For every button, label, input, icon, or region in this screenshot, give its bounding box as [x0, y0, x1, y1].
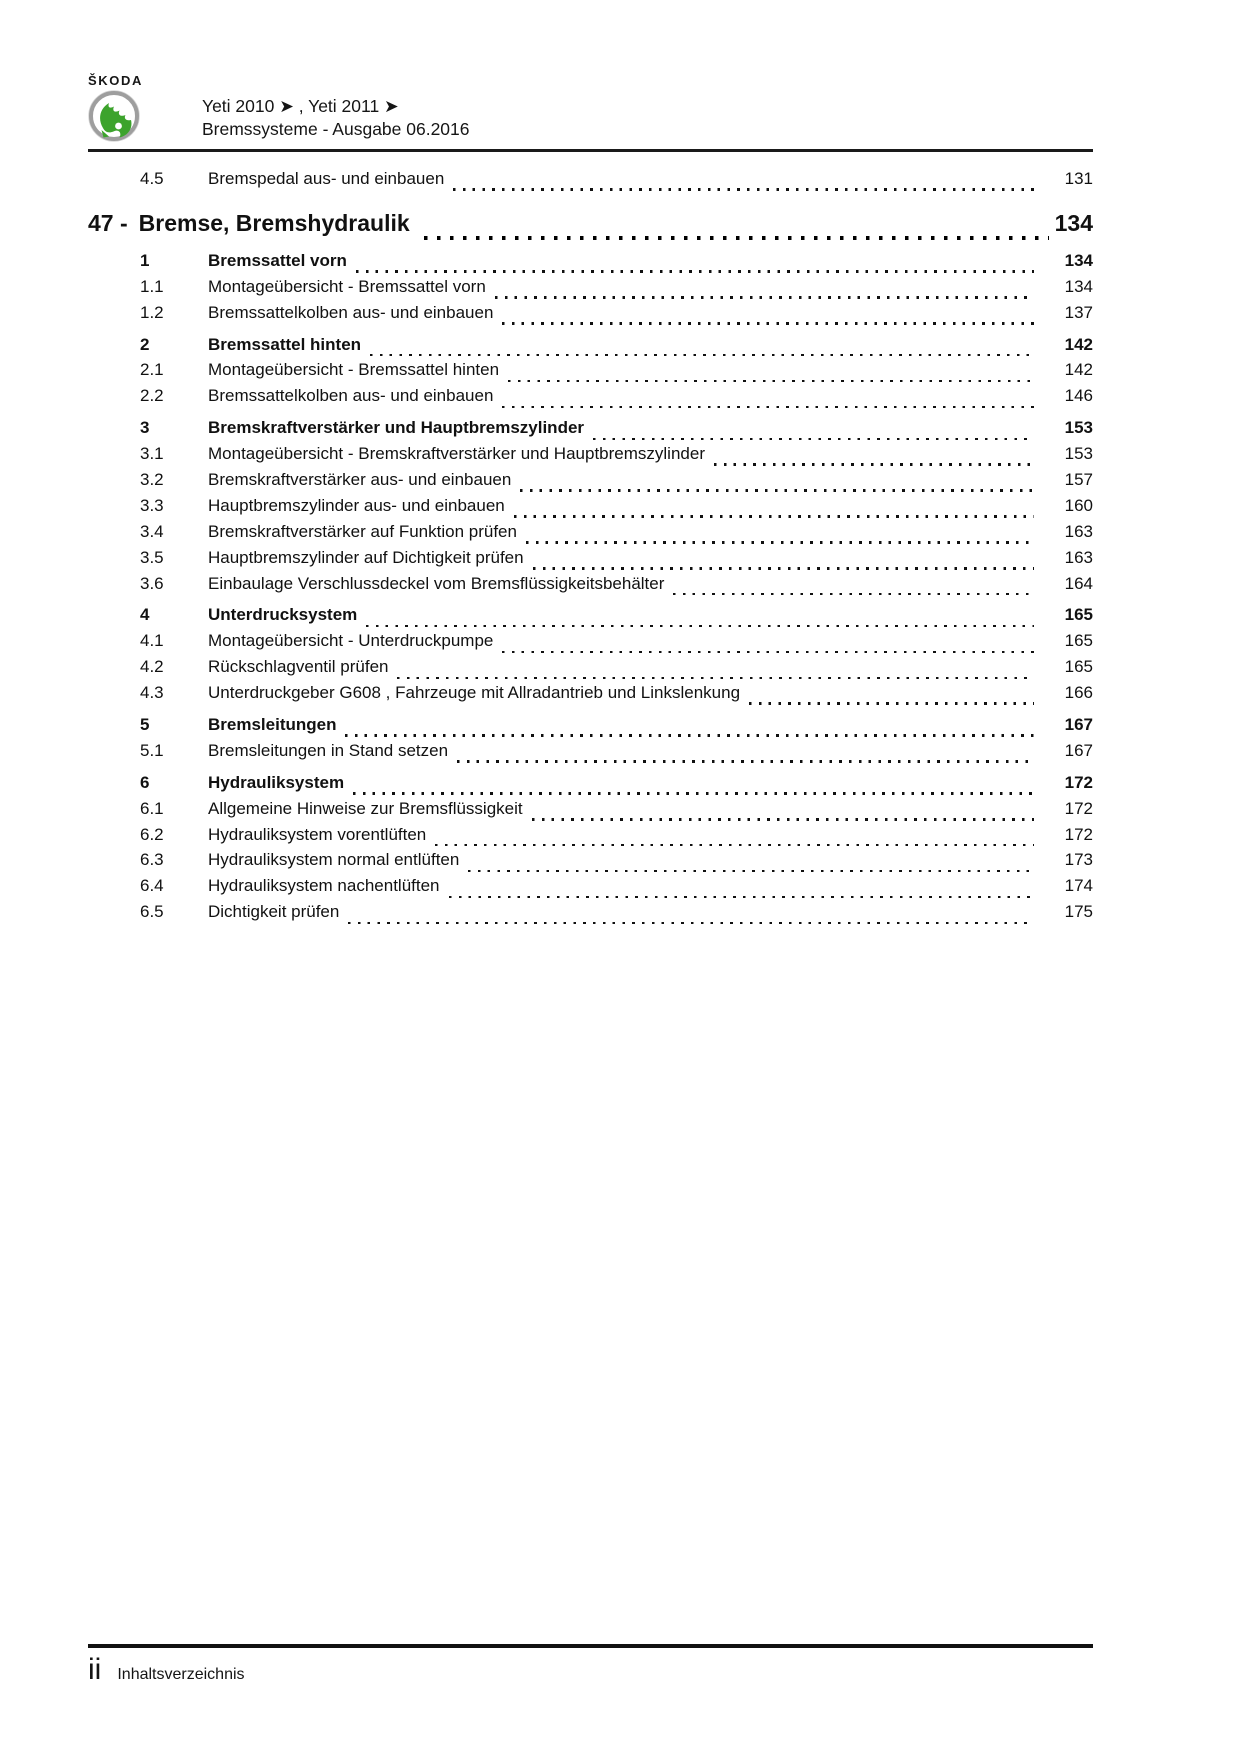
entry-number: 4.5 — [140, 169, 164, 188]
toc-entry — [88, 741, 1093, 767]
entry-title: Unterdrucksystem — [208, 605, 358, 625]
header-rule — [88, 149, 1093, 152]
toc-entry — [88, 169, 1093, 195]
entry-page-number: 131 — [1064, 169, 1093, 188]
entry-number: 5 — [140, 715, 150, 735]
entry-title: Bremssattel vorn — [208, 250, 347, 270]
entry-title: Rückschlagventil prüfen — [208, 657, 389, 677]
entry-page-number: 153 — [1064, 444, 1093, 464]
entry-page-number: 134 — [1054, 209, 1093, 236]
leader-dots — [495, 296, 1034, 299]
footer-rule — [88, 1644, 1093, 1648]
entry-title: Hydrauliksystem — [208, 772, 345, 792]
leader-dots — [533, 567, 1034, 570]
toc-entry — [88, 496, 1093, 522]
entry-page-number: 167 — [1064, 740, 1093, 760]
toc-entry — [88, 251, 1093, 277]
leader-dots — [520, 489, 1034, 492]
toc-entry — [88, 522, 1093, 548]
toc-entry — [88, 902, 1093, 928]
leader-dots — [749, 702, 1034, 705]
leader-dots — [453, 188, 1034, 191]
entry-number: 47 - — [88, 209, 128, 236]
toc-entry — [88, 210, 1093, 244]
entry-title: Montageübersicht - Unterdruckpumpe — [208, 631, 494, 651]
leader-dots — [356, 270, 1034, 273]
leader-dots — [526, 541, 1034, 544]
leader-dots — [397, 677, 1034, 680]
entry-number: 4.3 — [140, 683, 164, 703]
toc-entry — [88, 715, 1093, 741]
entry-page-number: 137 — [1064, 302, 1093, 322]
leader-dots — [502, 406, 1034, 409]
toc-entry — [88, 631, 1093, 657]
entry-page-number: 157 — [1064, 470, 1093, 490]
entry-page-number: 172 — [1064, 772, 1093, 792]
entry-page-number: 134 — [1064, 276, 1093, 296]
entry-title: Bremsleitungen in Stand setzen — [208, 740, 449, 760]
entry-number: 3.6 — [140, 573, 164, 593]
toc-entry — [88, 386, 1093, 412]
entry-number: 1 — [140, 250, 150, 270]
entry-title: Hauptbremszylinder auf Dichtigkeit prüfen — [208, 547, 524, 567]
toc-entry — [88, 277, 1093, 303]
entry-page-number: 164 — [1064, 573, 1093, 593]
entry-number: 3.2 — [140, 470, 164, 490]
skoda-winged-arrow-icon — [88, 90, 140, 142]
entry-page-number: 165 — [1064, 631, 1093, 651]
toc-entry — [88, 470, 1093, 496]
entry-page-number: 160 — [1064, 495, 1093, 515]
entry-title: Bremse, Bremshydraulik — [138, 209, 410, 236]
footer-line — [88, 1653, 1093, 1687]
toc-entry — [88, 825, 1093, 851]
entry-title: Einbaulage Verschlussdeckel vom Bremsflüssigkeitsbehälter — [208, 573, 665, 593]
entry-page-number: 173 — [1064, 850, 1093, 870]
leader-dots — [502, 322, 1034, 325]
leader-dots — [435, 844, 1034, 847]
entry-page-number: 163 — [1064, 547, 1093, 567]
toc-entry — [88, 876, 1093, 902]
entry-title: Allgemeine Hinweise zur Bremsflüssigkeit — [208, 798, 523, 818]
entry-title: Bremskraftverstärker auf Funktion prüfen — [208, 521, 517, 541]
leader-dots — [593, 438, 1034, 441]
entry-number: 4.2 — [140, 657, 164, 677]
entry-title: Montageübersicht - Bremskraftverstärker und Hauptbremszylinder — [208, 444, 705, 464]
entry-title: Hauptbremszylinder aus- und einbauen — [208, 495, 505, 515]
entry-title: Hydrauliksystem vorentlüften — [208, 824, 427, 844]
toc-entry — [88, 360, 1093, 386]
entry-number: 3 — [140, 418, 150, 438]
toc-entry — [88, 574, 1093, 600]
entry-title: Hydrauliksystem normal entlüften — [208, 850, 460, 870]
entry-page-number: 165 — [1064, 605, 1093, 625]
leader-dots — [366, 625, 1034, 628]
leader-dots — [353, 792, 1034, 795]
entry-page-number: 163 — [1064, 521, 1093, 541]
entry-page-number: 146 — [1064, 386, 1093, 406]
footer — [88, 1644, 1093, 1687]
entry-number: 1.1 — [140, 276, 164, 296]
entry-page-number: 167 — [1064, 715, 1093, 735]
entry-page-number: 142 — [1064, 360, 1093, 380]
toc-entry — [88, 303, 1093, 329]
brand-block — [88, 74, 172, 142]
entry-page-number: 142 — [1064, 334, 1093, 354]
entry-number: 6.4 — [140, 876, 164, 896]
leader-dots — [345, 734, 1034, 737]
entry-title: Montageübersicht - Bremssattel vorn — [208, 276, 486, 296]
toc-entry — [88, 657, 1093, 683]
entry-number: 2.2 — [140, 386, 164, 406]
header — [88, 74, 1093, 142]
entry-number: 3.1 — [140, 444, 164, 464]
entry-number: 2.1 — [140, 360, 164, 380]
entry-title: Bremspedal aus- und einbauen — [208, 169, 445, 188]
toc-entry — [88, 799, 1093, 825]
footer-page-number: ii — [88, 1653, 102, 1686]
entry-page-number: 175 — [1064, 902, 1093, 922]
leader-dots — [424, 236, 1049, 240]
entry-number: 6.1 — [140, 798, 164, 818]
header-doc-line: Bremssysteme - Ausgabe 06.2016 — [202, 119, 470, 139]
entry-number: 6.5 — [140, 902, 164, 922]
leader-dots — [532, 818, 1034, 821]
entry-page-number: 166 — [1064, 683, 1093, 703]
leader-dots — [673, 593, 1034, 596]
leader-dots — [449, 896, 1034, 899]
entry-title: Bremsleitungen — [208, 715, 337, 735]
toc-entry — [88, 548, 1093, 574]
brand-wordmark: ŠKODA — [88, 73, 143, 88]
entry-title: Bremssattel hinten — [208, 334, 362, 354]
toc-entry — [88, 605, 1093, 631]
leader-dots — [348, 922, 1034, 925]
footer-section-label: Inhaltsverzeichnis — [117, 1666, 245, 1683]
entry-title: Bremssattelkolben aus- und einbauen — [208, 386, 494, 406]
entry-number: 4 — [140, 605, 150, 625]
leader-dots — [714, 463, 1034, 466]
entry-title: Dichtigkeit prüfen — [208, 902, 340, 922]
entry-title: Bremskraftverstärker aus- und einbauen — [208, 470, 512, 490]
entry-number: 5.1 — [140, 740, 164, 760]
toc-entry — [88, 683, 1093, 709]
toc-entry — [88, 850, 1093, 876]
entry-number: 6.2 — [140, 824, 164, 844]
entry-title: Montageübersicht - Bremssattel hinten — [208, 360, 500, 380]
header-model-line: Yeti 2010 ➤ , Yeti 2011 ➤ — [202, 96, 399, 116]
toc-entry — [88, 335, 1093, 361]
toc — [88, 169, 1093, 928]
entry-page-number: 172 — [1064, 824, 1093, 844]
leader-dots — [370, 354, 1034, 357]
leader-dots — [502, 651, 1034, 654]
entry-title: Bremskraftverstärker und Hauptbremszylinder — [208, 418, 585, 438]
toc-entry — [88, 418, 1093, 444]
entry-page-number: 172 — [1064, 798, 1093, 818]
leader-dots — [508, 380, 1034, 383]
entry-number: 1.2 — [140, 302, 164, 322]
entry-number: 3.3 — [140, 495, 164, 515]
entry-number: 6.3 — [140, 850, 164, 870]
leader-dots — [457, 760, 1034, 763]
entry-title: Unterdruckgeber G608 , Fahrzeuge mit Allradantrieb und Linkslenkung — [208, 683, 741, 703]
entry-number: 3.5 — [140, 547, 164, 567]
entry-title: Bremssattelkolben aus- und einbauen — [208, 302, 494, 322]
entry-page-number: 153 — [1064, 418, 1093, 438]
entry-page-number: 165 — [1064, 657, 1093, 677]
entry-number: 4.1 — [140, 631, 164, 651]
header-text — [202, 95, 470, 142]
toc-entry — [88, 444, 1093, 470]
entry-number: 2 — [140, 334, 150, 354]
entry-number: 3.4 — [140, 521, 164, 541]
entry-page-number: 174 — [1064, 876, 1093, 896]
entry-number: 6 — [140, 772, 150, 792]
entry-page-number: 134 — [1064, 250, 1093, 270]
entry-title: Hydrauliksystem nachentlüften — [208, 876, 440, 896]
leader-dots — [514, 515, 1034, 518]
leader-dots — [468, 870, 1034, 873]
toc-entry — [88, 773, 1093, 799]
